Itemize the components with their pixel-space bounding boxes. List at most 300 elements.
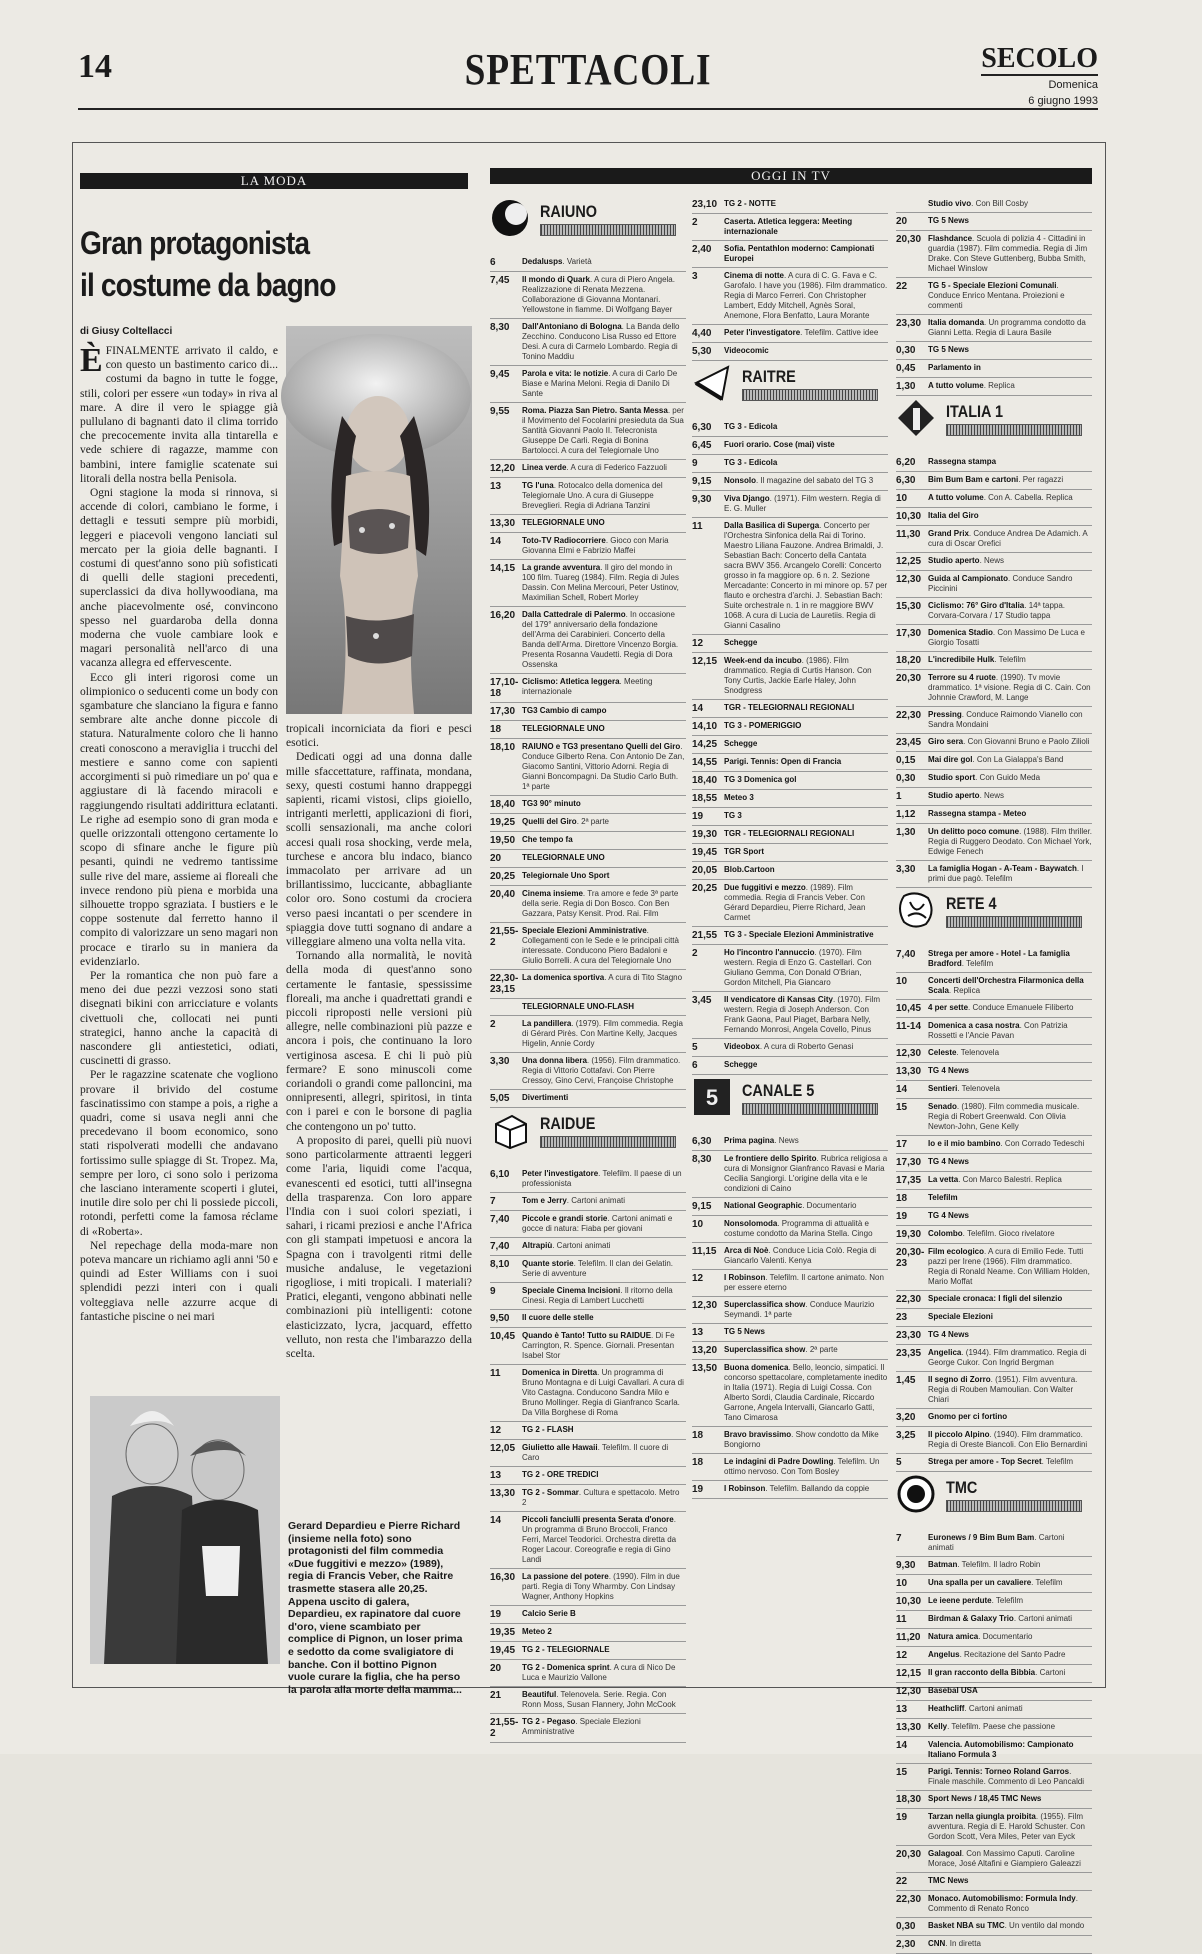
- program-time: 14: [896, 1740, 908, 1751]
- tv-program: [896, 1454, 1092, 1472]
- tv-program: [692, 1133, 888, 1151]
- tv-program: [896, 824, 1092, 861]
- program-desc: . Conduce Licia Colò. Regia di Giancarlo Valenti. Kenya: [724, 1246, 877, 1265]
- tv-program: [490, 533, 686, 560]
- program-title: TG 2 - NOTTE: [724, 199, 776, 208]
- tv-program: [896, 378, 1092, 396]
- program-title: Terrore su 4 ruote: [928, 673, 996, 682]
- program-title: La domenica sportiva: [522, 973, 605, 982]
- program-info: [522, 853, 686, 864]
- program-title: Un delitto poco comune: [928, 827, 1020, 836]
- tv-program: [896, 1530, 1092, 1557]
- program-time: 13: [490, 481, 502, 492]
- program-desc: . Speciale Elezioni Amministrative: [522, 1717, 641, 1736]
- program-desc: . Cartoni animati e gocce di natura: Fiaba per giovani: [522, 1214, 673, 1233]
- program-title: Week-end da incubo: [724, 656, 802, 665]
- tv-program: [692, 880, 888, 927]
- tv-program: [896, 1208, 1092, 1226]
- tv-program: [692, 1454, 888, 1481]
- program-title: TG 5 News: [928, 345, 969, 354]
- program-info: [928, 1084, 1092, 1095]
- program-title: Basebal USA: [928, 1686, 978, 1695]
- tv-program: [896, 490, 1092, 508]
- program-info: [724, 271, 888, 321]
- program-desc: . per il Movimento del Focolarini presieduta da Sua Santità Giovanni Paolo II. Telecronista Giuseppe De Carli. Regia di Bonina Bartolocci. A cura del Telegiornale Uno: [522, 406, 684, 455]
- program-desc: . In diretta: [945, 1939, 981, 1948]
- tv-program: [896, 598, 1092, 625]
- tv-program: [692, 635, 888, 653]
- program-title: Domenica in Diretta: [522, 1368, 598, 1377]
- program-title: A tutto volume: [928, 381, 984, 390]
- program-title: 4 per sette: [928, 1003, 969, 1012]
- program-info: [522, 1286, 686, 1306]
- program-time: 6,30: [896, 475, 916, 486]
- tv-program: [490, 886, 686, 923]
- program-title: TELEGIORNALE UNO: [522, 518, 605, 527]
- article-paragraph: Dedicati oggi ad una donna dalle mille sfaccettature, raffinata, mondana, sexy, questi costumi hanno drappeggi sapienti, ricami vistosi, clips gioiello, intriganti merletti, applicazioni di fiori, scolli sensazionali, ma anche colori accesi quali rosa shocking, verde mela, turchese e ancora blu indaco, bianco immacolato per arrivare ad un brillantissimo, luccicante, abbagliante color oro. Sono costumi da crociera verso paesi incantati o per scendere in spiaggia dove tutti sognano di andare a villeggiare almeno una volta nella vita.: [286, 751, 472, 949]
- program-time: 21: [490, 1690, 502, 1701]
- program-desc: . Cartoni animati: [928, 1533, 1065, 1552]
- program-desc: . Un programma di Bruno Montagna e di Luigi Cavallari. A cura di Vito Castagna. Conducono Sandra Milo e Bruno Mollinger. Regia di Gianfranco Scarla. Da Villa Borghese di Roma: [522, 1368, 684, 1417]
- tv-program: [490, 560, 686, 607]
- tv-program: [490, 739, 686, 796]
- program-title: Pressing: [928, 710, 962, 719]
- channel-name: RAIUNO: [540, 202, 598, 221]
- program-info: [928, 318, 1092, 338]
- program-time: 15,30: [896, 601, 922, 612]
- article-paragraph: ÈFINALMENTE arrivato il caldo, e con questo un bastimento carico di... costumi da bagno in tutte le fogge, stili, colori per essere «un today» in riva al mare. A dire il vero le spiagge già pullulano di bagnanti dato il clima torrido che precocemente invita alla tintarella e vede schiere di ragazze, mamme con bambini, intere famiglie scatenate sui litorali della nostra bella Penisola.: [80, 342, 278, 485]
- program-time: 16,20: [490, 610, 516, 621]
- program-info: [522, 1331, 686, 1361]
- program-info: [928, 1894, 1092, 1914]
- program-time: 20,25: [692, 883, 718, 894]
- program-time: 12,15: [896, 1668, 922, 1679]
- program-title: Divertimenti: [522, 1093, 569, 1102]
- program-title: TGR - TELEGIORNALI REGIONALI: [724, 703, 855, 712]
- tv-program: [490, 319, 686, 366]
- program-title: Domenica a casa nostra: [928, 1021, 1020, 1030]
- tv-program: [490, 703, 686, 721]
- tv-program: [896, 1611, 1092, 1629]
- tv-program: [896, 1427, 1092, 1454]
- tv-program: [692, 718, 888, 736]
- tv-program: [490, 1642, 686, 1660]
- program-desc: . Tra amore e fede 3ª parte della serie. Regia di Don Bosco. Con Ben Gazzara, Patsy Kensit. Prod. Rai. Film: [522, 889, 679, 918]
- tv-program: [896, 508, 1092, 526]
- tv-program: [692, 455, 888, 473]
- program-title: Parigi. Tennis: Torneo Roland Garros: [928, 1767, 1070, 1776]
- tv-column-2: [692, 196, 888, 1688]
- program-info: [522, 1368, 686, 1418]
- channel-header: [692, 361, 888, 415]
- program-title: TG 4 News: [928, 1211, 969, 1220]
- svg-text:5: 5: [705, 1085, 719, 1110]
- program-info: [522, 406, 686, 456]
- program-info: [724, 703, 888, 714]
- program-info: [928, 493, 1092, 504]
- program-title: Schegge: [724, 739, 758, 748]
- program-time: 20,30: [896, 673, 922, 684]
- tv-program: [692, 1243, 888, 1270]
- program-title: Sport News / 18,45 TMC News: [928, 1794, 1042, 1803]
- program-title: Due fuggitivi e mezzo: [724, 883, 806, 892]
- program-info: [724, 1484, 888, 1495]
- program-desc: . Replica: [983, 381, 1015, 390]
- tv-program: [490, 923, 686, 970]
- tv-program: [490, 1687, 686, 1714]
- program-info: [522, 257, 686, 268]
- program-time: 0,30: [896, 773, 916, 784]
- program-info: [522, 1214, 686, 1234]
- program-info: [724, 739, 888, 750]
- program-desc: . In occasione del 179° anniversario della fondazione dell'Arma dei Carabinieri. Concerto della Banda dell'Arma. Direttore Vincenzo Borgia. Presenta Rosanna Vaudetti. Regia di Dora Ossenska: [522, 610, 679, 669]
- tv-program: [490, 850, 686, 868]
- channel-name: RETE 4: [946, 894, 997, 913]
- program-desc: . 2ª parte: [576, 817, 609, 826]
- program-info: [928, 1348, 1092, 1368]
- program-time: 9,45: [490, 369, 510, 380]
- program-info: [724, 638, 888, 649]
- program-info: [522, 973, 686, 995]
- program-title: TG 2 - ORE TREDICI: [522, 1470, 599, 1479]
- program-time: 2,40: [692, 244, 712, 255]
- program-desc: . Con Massimo Caputi. Caroline Morace, José Altafini e Giampiero Galeazzi: [928, 1849, 1081, 1868]
- program-time: 8,30: [692, 1154, 712, 1165]
- tv-program: [896, 770, 1092, 788]
- program-title: Altrapiù: [522, 1241, 553, 1250]
- program-info: [928, 574, 1092, 594]
- tv-program: [490, 254, 686, 272]
- program-desc: . Cartoni animati: [964, 1704, 1023, 1713]
- program-desc: . (1951). Film avventura. Regia di Rouben Mamoulian. Con Walter Chiari: [928, 1375, 1078, 1404]
- tv-program: [896, 1764, 1092, 1791]
- tv-program: [692, 1360, 888, 1427]
- program-title: Flashdance: [928, 234, 973, 243]
- tv-program: [896, 1309, 1092, 1327]
- channel-header: [692, 1075, 888, 1129]
- program-title: CNN: [928, 1939, 946, 1948]
- program-info: [928, 281, 1092, 311]
- program-time: 13: [692, 1327, 704, 1338]
- program-info: [928, 1596, 1092, 1607]
- program-time: 14,10: [692, 721, 718, 732]
- program-title: TELEGIORNALE UNO: [522, 724, 605, 733]
- tv-program: [896, 1891, 1092, 1918]
- tv-program: [692, 772, 888, 790]
- article-paragraph: Per le ragazzine scatenate che vogliono provare il brivido del costume fascinatissimo con stampe a pois, a righe a quadri, come si usava negli anni che precedevano il boom economico, sono stati rispolverati modelli che andavano fortissimo sulle spiagge di St. Tropez. Ma, sempre per loro, ci sono solo i perizoma che lasciano interamente scoperti i glutei, inutile dire solo per chi li possiede piccoli, rotondi, perfetti come la famosa réclame di «Roberta».: [80, 1069, 278, 1238]
- program-title: Sofia. Pentathlon moderno: Campionati Europei: [724, 244, 875, 263]
- program-title: I Robinson: [724, 1273, 766, 1282]
- program-desc: . Il magazine del sabato del TG 3: [756, 476, 874, 485]
- program-desc: . (1986). Film drammatico. Regia di Curtis Hanson. Con Tony Curtis, Jackie Earle Haley, John Snodgress: [724, 656, 872, 695]
- program-time: 21,55: [692, 930, 718, 941]
- program-title: La famiglia Hogan - A-Team - Baywatch: [928, 864, 1077, 873]
- program-info: [724, 757, 888, 768]
- program-time: 11,20: [896, 1632, 921, 1643]
- program-info: [928, 755, 1092, 766]
- tv-program: [490, 478, 686, 515]
- program-desc: . Telefilm: [991, 1596, 1023, 1605]
- tv-program: [490, 1238, 686, 1256]
- tv-program: [692, 1324, 888, 1342]
- program-info: [724, 1219, 888, 1239]
- program-info: [522, 871, 686, 882]
- headline-line-1: Gran protagonista: [80, 225, 310, 261]
- tv-program: [896, 752, 1092, 770]
- program-title: Strega per amore - Top Secret: [928, 1457, 1042, 1466]
- program-title: Bravo bravissimo: [724, 1430, 792, 1439]
- program-info: [522, 1196, 686, 1207]
- program-desc: . Telefilm. Il clan dei Gelatin. Serie di avventure: [522, 1259, 674, 1278]
- tv-program: [692, 518, 888, 635]
- program-time: 1,12: [896, 809, 916, 820]
- program-info: [928, 673, 1092, 703]
- program-info: [724, 775, 888, 786]
- program-info: [928, 710, 1092, 730]
- program-info: [928, 601, 1092, 621]
- program-info: [724, 1457, 888, 1477]
- program-title: Ciclismo: 76° Giro d'Italia: [928, 601, 1025, 610]
- program-title: Speciale cronaca: I figli del silenzio: [928, 1294, 1063, 1303]
- program-title: Parlamento in: [928, 363, 981, 372]
- program-info: [522, 1093, 686, 1104]
- program-info: [522, 706, 686, 717]
- program-info: [724, 1327, 888, 1338]
- tv-program: [490, 1714, 686, 1743]
- program-time: 0,30: [896, 345, 916, 356]
- program-title: Senado: [928, 1102, 957, 1111]
- article-paragraph: Ecco gli interi rigorosi come un olimpionico o seducenti come un body con sgambature che slanciano la figura e fanno sembrare alte anche donne piccole di statura. Naturalmente coloro che li hanno creati conoscono a meraviglia i trucchi del mestiere e sanno come con sapienti accorgimenti si può rimediare un po' qua e aggiustare di là facendo miracoli e raggiungendo risultati addirittura eclatanti. Le righe ad esempio sono di gran moda e quelle orizzontali ottengono certamente lo scopo di sfinare anche le figure più pesanti, quindi ne vedremo tantissime sulle rive del mare, assieme ai floreali che invece rendono più piena e morbida una silhouette troppo sgraziata. I bustiers e le coppe sostenute dal ferretto hanno il compito di valorizzare un seno magari non procace e tirarlo su in maniera da evidenziarlo.: [80, 671, 279, 968]
- program-info: [928, 1457, 1092, 1468]
- program-title: A tutto volume: [928, 493, 984, 502]
- program-info: [928, 1229, 1092, 1240]
- tv-program: [692, 754, 888, 772]
- program-time: 18: [692, 1430, 704, 1441]
- program-info: [928, 1412, 1092, 1423]
- program-time: 11: [490, 1368, 501, 1379]
- program-info: [928, 511, 1092, 522]
- program-time: 13,30: [896, 1066, 922, 1077]
- tv-program: [896, 1846, 1092, 1873]
- program-info: [724, 1042, 888, 1053]
- tv-program: [692, 241, 888, 268]
- program-time: 0,45: [896, 363, 916, 374]
- program-time: 19,30: [896, 1229, 922, 1240]
- tv-program: [896, 1719, 1092, 1737]
- headline-line-2: il costume da bagno: [80, 267, 336, 303]
- tv-column-1: [490, 196, 686, 1739]
- program-info: [522, 1443, 686, 1463]
- program-info: [928, 1211, 1092, 1222]
- program-time: 22,30: [896, 1294, 922, 1305]
- tv-program: [490, 1569, 686, 1606]
- tv-program: [490, 272, 686, 319]
- program-title: Schegge: [724, 638, 758, 647]
- program-time: 5: [692, 1042, 698, 1053]
- program-title: Angelus: [928, 1650, 960, 1659]
- tv-column-3: [896, 196, 1093, 1950]
- program-info: [724, 458, 888, 469]
- tv-program: [896, 946, 1092, 973]
- tv-program: [896, 788, 1092, 806]
- program-info: [724, 346, 888, 357]
- program-desc: . (1990). Film in due parti. Regia di Tony Wharmby. Con Lindsay Wagner, Anthony Hopkins: [522, 1572, 680, 1601]
- program-title: La passione del potere: [522, 1572, 609, 1581]
- program-title: Il mondo di Quark: [522, 275, 591, 284]
- program-title: Studio vivo: [928, 199, 972, 208]
- program-title: Che tempo fa: [522, 835, 573, 844]
- program-time: 13,30: [490, 1488, 516, 1499]
- tmc-logo: [896, 1474, 936, 1514]
- program-time: 1: [896, 791, 902, 802]
- tv-program: [692, 790, 888, 808]
- program-desc: . Conduce Gilberto Rena. Con Antonio De Zan, Giacomo Santini, Vittorio Adorni. Regia di Gianni Boncompagni. Da Studio Carlo Buth. 1ª parte: [522, 742, 685, 791]
- tv-program: [896, 454, 1092, 472]
- tv-program: [490, 1624, 686, 1642]
- program-info: [928, 1066, 1092, 1077]
- program-time: [490, 1002, 522, 1012]
- program-info: [522, 518, 686, 529]
- program-desc: . Cultura e spettacolo. Metro 2: [522, 1488, 680, 1507]
- program-desc: . Scuola di polizia 4 - Cittadini in guardia (1987). Film commedia. Regia di Jim Drake. Con Steve Guttenberg, Bubba Smith, Michael Winslow: [928, 234, 1088, 273]
- tv-program: [692, 808, 888, 826]
- program-info: [928, 1876, 1092, 1887]
- program-info: [724, 847, 888, 858]
- program-title: Tarzan nella giungla proibita: [928, 1812, 1036, 1821]
- channel-bar: [540, 1136, 676, 1148]
- program-desc: . Con Giovanni Bruno e Paolo Zilioli: [963, 737, 1090, 746]
- program-time: 19,45: [490, 1645, 516, 1656]
- program-desc: . Concerto per l'Orchestra Sinfonica della Rai di Torino. Maestro Liliana Fauzone. Andrea Brimaldi, J. Sebastian Bach: Concerto della Cantata sacra BWV 356. Arcangelo Corelli: Concerto grosso in fa maggiore op. 6 n. 2. Sezione Mercadante: Concerto in mi minore op. 57 per flauto e orchestra d'archi. J. Sebastian Bach: Suite orchestrale n. 1 in re maggiore BWV 1068. A cura di Lucia de Lauretiis. Regia di Gianni Casalino: [724, 521, 888, 630]
- tv-program: [490, 1016, 686, 1053]
- program-time: 6: [490, 257, 496, 268]
- program-time: 18,55: [692, 793, 718, 804]
- program-desc: . News: [979, 556, 1005, 565]
- program-desc: . A cura di C. G. Fava e C. Garofalo. I have you (1986). Film drammatico. Regia di Marco Ferreri. Con Christopher Lambert, Eddy Mitchell, Agnès Soral, Anemone, Flora Benfatto, Laura Morante: [724, 271, 888, 320]
- program-info: [928, 1794, 1092, 1805]
- tv-program: [490, 970, 686, 999]
- program-title: Studio aperto: [928, 791, 980, 800]
- channel-bar: [742, 389, 878, 401]
- program-desc: . Telefilm. Paese che passione: [947, 1722, 1056, 1731]
- program-info: [724, 1136, 888, 1147]
- program-info: [522, 1717, 686, 1739]
- program-info: [928, 1668, 1092, 1679]
- program-desc: . (1944). Film drammatico. Regia di George Cukor. Con Ingrid Bergman: [928, 1348, 1087, 1367]
- program-info: [522, 677, 686, 699]
- photo-caption: Gerard Depardieu e Pierre Richard (insieme nella foto) sono protagonisti del film commedia «Due fuggitivi e mezzo» (1989), regia di Francis Veber, che Raitre trasmette stasera alle 20,25. Appena uscito di galera, Depardieu, ex rapinatore dal cuore d'oro, viene scambiato per complice di Pignon, un loser prima e sedotto da come svaligiatore di banche. Con il bottino Pignon vuole curare la figlia, che ha perso la parola alla morte della mamma...: [288, 1520, 463, 1696]
- program-desc: . Un ventilo dal mondo: [1004, 1921, 1085, 1930]
- program-title: Linea verde: [522, 463, 567, 472]
- program-desc: . Rotocalco della domenica del Telegiornale Uno. A cura di Giuseppe Breveglieri. Regia di Adriana Tanzini: [522, 481, 663, 510]
- channel-bar: [946, 1500, 1082, 1512]
- program-time: 19: [896, 1812, 908, 1823]
- program-title: Schegge: [724, 1060, 758, 1069]
- channel-bar: [540, 224, 676, 236]
- program-time: 1,30: [896, 381, 916, 392]
- program-time: 17,30: [896, 628, 922, 639]
- program-info: [928, 1614, 1092, 1625]
- program-desc: . (1970). Film western. Regia di Joseph Anderson. Con Frank Gaona, Paul Piaget, Barbara Nelly, Fernando Monrosi, Angela Covello, Pinus: [724, 995, 881, 1034]
- program-time: 12: [490, 1425, 502, 1436]
- program-title: Angelica: [928, 1348, 962, 1357]
- program-title: Quando è Tanto! Tutto su RAIDUE: [522, 1331, 652, 1340]
- program-title: Concerti dell'Orchestra Filarmonica della Scala: [928, 976, 1084, 995]
- program-time: 20,05: [692, 865, 718, 876]
- program-desc: . (1956). Film drammatico. Regia di Vittorio Cottafavi. Con Pierre Cressoy, Gino Cervi, Françoise Christophe: [522, 1056, 681, 1085]
- program-time: 20: [490, 1663, 502, 1674]
- article-paragraph: Tornando alla normalità, le novità della moda di quest'anno sono certamente le fantasie, spessissime floreali, ma anche i quadrettati grandi e piccoli riproposti nelle versioni più allegre, nelle combinazioni più pazze e ancora i pois, che continuano la loro vertiginosa ascesa. E chi li può più fermare? E sono minuscoli come coriandoli o grandi come palloncini, ma onnipresenti, allegri, spiritosi, in tinta con i parei e con le borsone di paglia che contengono un po' tutto.: [286, 950, 472, 1133]
- program-title: Il piccolo Alpino: [928, 1430, 990, 1439]
- program-desc: . (1979). Film commedia. Regia di Gérard Pirès. Con Martine Kelly, Jacques Higelin, Annie Cordy: [522, 1019, 683, 1048]
- program-info: [724, 1246, 888, 1266]
- program-desc: . Cartoni: [1035, 1668, 1066, 1677]
- program-info: [928, 1560, 1092, 1571]
- tv-program: [692, 653, 888, 700]
- tv-program: [896, 1045, 1092, 1063]
- program-title: Beautiful: [522, 1690, 557, 1699]
- program-time: 11,15: [692, 1246, 717, 1257]
- program-time: 17: [896, 1139, 908, 1150]
- program-title: Dedalusps: [522, 257, 563, 266]
- program-time: 3,20: [896, 1412, 916, 1423]
- tv-program: [896, 1327, 1092, 1345]
- program-time: 8,10: [490, 1259, 510, 1270]
- program-title: Telefilm: [928, 1193, 958, 1202]
- program-info: [928, 1003, 1092, 1014]
- program-title: Toto-TV Radiocorriere: [522, 536, 606, 545]
- tv-program: [896, 360, 1092, 378]
- program-title: Quelli del Giro: [522, 817, 577, 826]
- tv-program: [490, 1211, 686, 1238]
- program-desc: . Telefilm. Cattive idee: [800, 328, 879, 337]
- tv-program: [692, 1481, 888, 1499]
- program-info: [928, 1533, 1092, 1553]
- tv-program: [896, 1557, 1092, 1575]
- program-title: Videobox: [724, 1042, 760, 1051]
- program-title: Piccoli fanciulli presenta Serata d'onore: [522, 1515, 674, 1524]
- tv-program: [896, 1665, 1092, 1683]
- program-time: 11: [692, 521, 703, 532]
- program-desc: . Un programma di Bruno Broccoli, Franco Ferri, Marcel Teodorici. Orchestra diretta da Roger Lacour. Coreografie e regia di Gino Landi: [522, 1515, 677, 1564]
- tv-program: [692, 419, 888, 437]
- tv-program: [896, 213, 1092, 231]
- program-info: [522, 799, 686, 810]
- program-info: [928, 1312, 1092, 1323]
- program-time: 14: [490, 1515, 502, 1526]
- program-time: 23,30: [896, 318, 922, 329]
- swimsuit-photo: [286, 326, 472, 714]
- rete4-logo: [896, 890, 936, 930]
- program-info: [724, 1363, 888, 1423]
- tv-program: [896, 734, 1092, 752]
- program-info: [522, 369, 686, 399]
- program-title: Rassegna stampa - Meteo: [928, 809, 1027, 818]
- program-title: TG 2 - Sommar: [522, 1488, 579, 1497]
- tv-program: [896, 553, 1092, 571]
- program-title: TG 4 News: [928, 1330, 969, 1339]
- program-desc: . Rubrica religiosa a cura di Monsignor Gianfranco Ravasi e Maria Cecilia Sangiorgi. L'origine della vita e le condizioni di Caino: [724, 1154, 888, 1193]
- program-info: [724, 883, 888, 923]
- program-info: [928, 1430, 1092, 1450]
- program-info: [522, 481, 686, 511]
- tv-program: [490, 1193, 686, 1211]
- program-desc: . Con Massimo De Luca e Giorgio Tosatti: [928, 628, 1085, 647]
- program-desc: . Show condotto da Mike Bongiorno: [724, 1430, 879, 1449]
- program-time: 22,30-23,15: [490, 973, 519, 995]
- program-desc: . Replica: [948, 986, 981, 995]
- program-desc: . Di Fe Carrington, R. Spence. Giornali. Presentan Isabel Stor: [522, 1331, 675, 1360]
